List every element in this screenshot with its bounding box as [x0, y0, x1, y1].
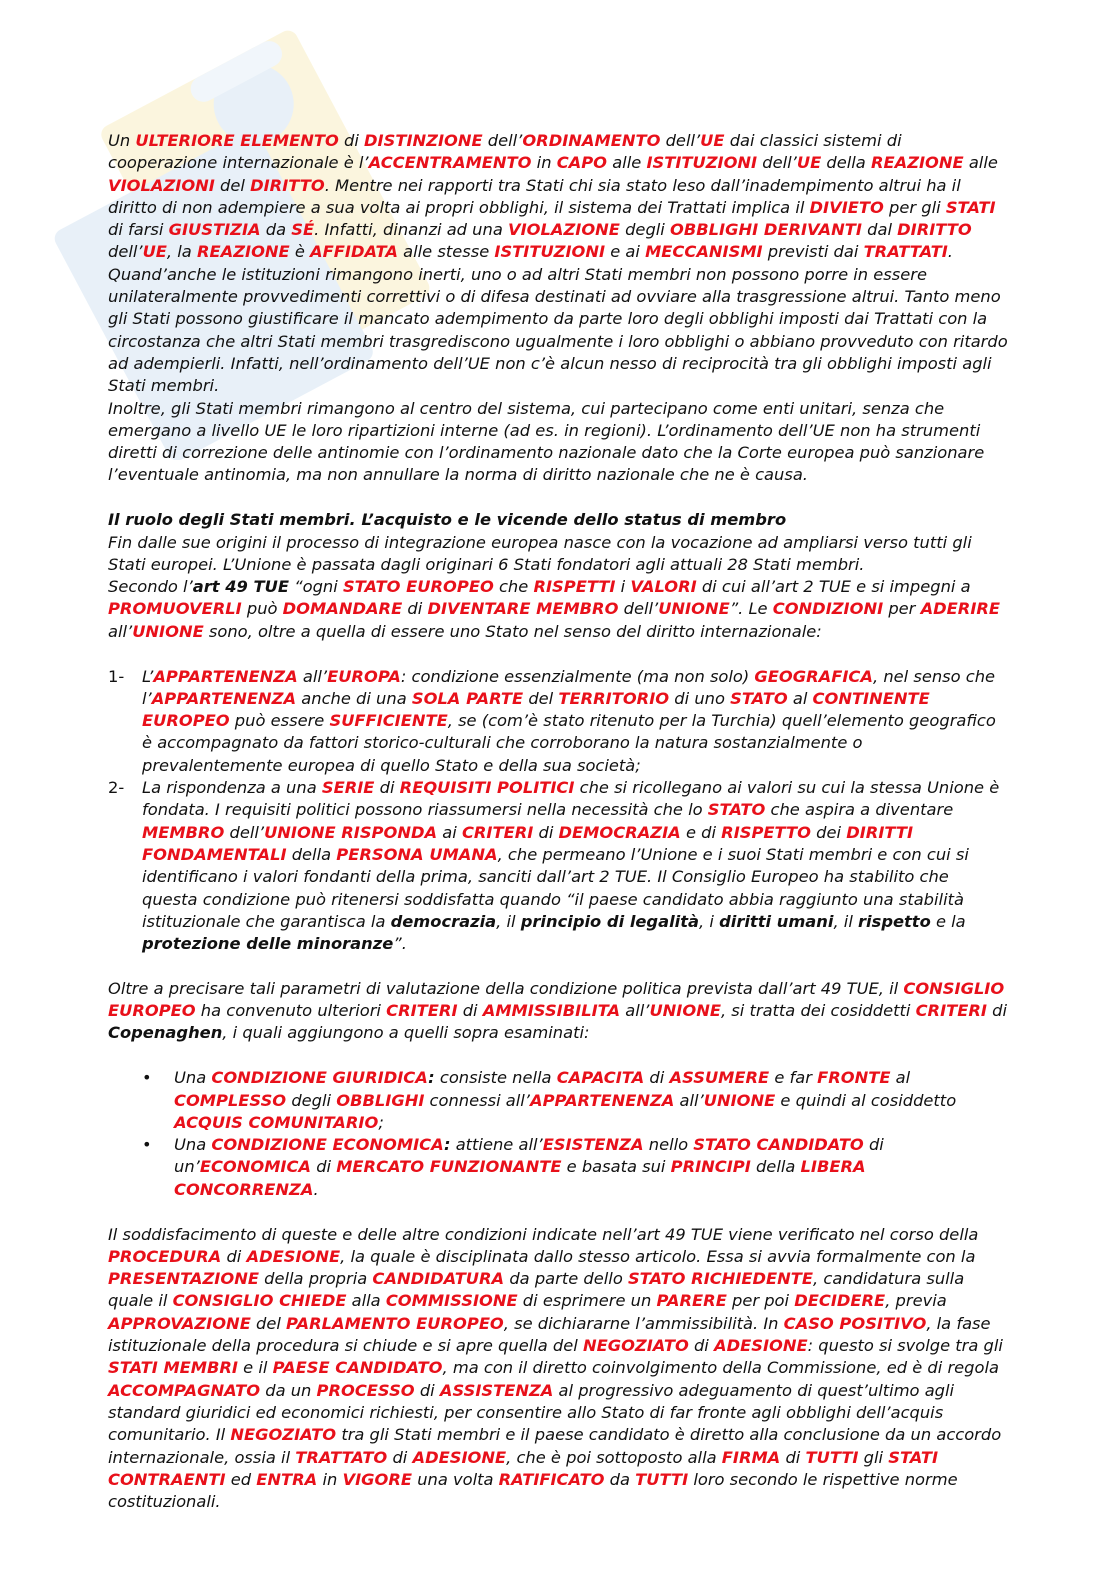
keyword: ASSUMERE [669, 1068, 770, 1088]
text-run: all’ [674, 1090, 704, 1110]
text-run: di [533, 822, 559, 842]
keyword: RISPETTI [533, 577, 616, 597]
keyword: ISTITUZIONI [494, 242, 606, 262]
text-run: Il soddisfacimento di queste e delle altre condizioni indicate nell’art 49 TUE viene verificato nel corso della [108, 1224, 979, 1244]
text-run: di farsi [108, 220, 169, 240]
text-run: ”. Le [729, 599, 773, 619]
text-run: di [414, 1380, 440, 1400]
text-run: L’ [142, 666, 154, 686]
text-run: La rispondenza a una [142, 778, 322, 798]
keyword: NEGOZIATO [230, 1425, 337, 1445]
text-run: ed [225, 1469, 257, 1489]
bold-term: democrazia [390, 911, 497, 931]
text-run: . Quand’anche le istituzioni rimangono inerti, uno o ad altri Stati membri non possono porre in essere unilateralmente provvedimenti correttivi o di difesa destinati ad ovviare alla trasgressione altrui. Tanto meno gli Stati possono giustificare il mancato adempimento da parte loro degli obblighi imposti dai Trattati con la circostanza che altri Stati membri trasgrediscono ugualmente i loro obblighi o abbiano provveduto con ritardo ad adempierli. Infatti, nell’ordinamento dell’UE non c’è alcun nesso di reciprocità tra gli obblighi imposti agli Stati membri. [108, 242, 1008, 396]
keyword: DISTINZIONE [364, 131, 483, 150]
text-run: “ogni [289, 577, 343, 597]
keyword: PARLAMENTO EUROPEO [286, 1313, 504, 1333]
bold-term: rispetto [858, 911, 931, 931]
keyword: TRATTATO [295, 1447, 388, 1467]
keyword: PROMUOVERLI [108, 599, 242, 619]
numbered-list [108, 666, 1008, 956]
keyword: CANDIDATURA [372, 1269, 505, 1289]
text-run: dell’ [660, 131, 701, 150]
text-run: alle [607, 153, 647, 173]
list-item [108, 666, 1008, 777]
text-run: da parte dello [504, 1269, 628, 1289]
keyword: CRITERI [915, 1001, 987, 1021]
text-run: di [311, 1157, 337, 1177]
keyword: CRITERI [461, 822, 534, 842]
text-run: degli [619, 220, 671, 240]
text-run: e quindi al cosiddetto [775, 1090, 957, 1110]
keyword: TRATTATI [863, 242, 948, 262]
keyword: FRONTE [817, 1068, 891, 1088]
text-run: di [402, 599, 428, 619]
text-run: che [493, 577, 534, 597]
text-run: , se (com’è stato ritenuto per la Turchia) quell’elemento geografico è accompagnato da fattori storico-culturali che corroborano la natura sostanzialmente o prevalentemente europea di quello Stato e della sua società; [142, 711, 996, 775]
text-run: della [750, 1157, 801, 1177]
keyword: AFFIDATA [310, 242, 398, 262]
keyword: APPARTENENZA [529, 1090, 675, 1110]
keyword: STATO RICHIEDENTE [627, 1269, 814, 1289]
text-run: Fin dalle sue origini il processo di integrazione europea nasce con la vocazione ad ampliarsi verso tutti gli Stati europei. L’Unione è passata dagli originari 6 Stati fondatori agli attuali 28 Stati membri. [108, 532, 972, 574]
text-run: consiste nella [434, 1068, 557, 1088]
text-run: loro secondo le rispettive norme costituzionali. [108, 1469, 958, 1512]
text-run: di uno [669, 688, 731, 708]
keyword: OBBLIGHI DERIVANTI [670, 220, 862, 240]
keyword: CONTINENTE EUROPEO [142, 688, 930, 731]
text-run: . Infatti, dinanzi ad una [314, 220, 508, 240]
keyword: ORDINAMENTO [522, 131, 661, 150]
text-run: e ai [605, 242, 646, 262]
text-run: alle [963, 153, 998, 173]
text-run: Oltre a precisare tali parametri di valutazione della condizione politica prevista dall’art 49 TUE, il [108, 978, 904, 998]
text-run: può essere [229, 711, 330, 731]
text-run: e far [769, 1068, 818, 1088]
keyword: SÉ [291, 220, 315, 240]
keyword: COMMISSIONE [385, 1291, 518, 1311]
text-run: tra gli Stati membri e il paese candidato è diretto alla conclusione da un accordo internazionale, ossia il [108, 1425, 1002, 1467]
keyword: CONDIZIONE ECONOMICA [211, 1135, 444, 1155]
keyword: CONDIZIONI [772, 599, 884, 619]
keyword: PROCEDURA [108, 1246, 222, 1266]
keyword: STATO EUROPEO [342, 577, 494, 597]
text-run: dal [861, 220, 898, 240]
text-run: ha convenuto ulteriori [195, 1001, 387, 1021]
keyword: UNIONE [703, 1090, 776, 1110]
text-run: al [890, 1068, 911, 1088]
text-run: del [523, 688, 559, 708]
paragraph-copenaghen [108, 978, 1008, 1045]
text-run: , candidatura sulla quale il [108, 1269, 965, 1311]
text-run: , che permeano l’Unione e i suoi Stati membri e con cui si identificano i valori fondanti della prima, sanciti dall’art 2 TUE. Il Consiglio Europeo ha stabilito che questa condizione può ritenersi soddisfatta quando “il paese candidato abbia raggiunto una stabilità istituzionale che garantisca la [142, 844, 969, 931]
text-run: : condizione essenzialmente (ma non solo) [400, 666, 755, 686]
keyword: SUFFICIENTE [329, 711, 448, 731]
keyword: REQUISITI POLITICI [399, 778, 575, 798]
keyword: UE [142, 242, 167, 262]
text-run: al progressivo adeguamento di quest’ultimo agli standard giuridici ed economici richiesti, per consentire allo Stato di far fronte agli obblighi dell’acquis comunitario. Il [108, 1380, 955, 1445]
keyword: CASO POSITIVO [783, 1313, 927, 1333]
keyword: APPROVAZIONE [108, 1313, 251, 1333]
keyword: EUROPA [327, 666, 401, 686]
list-item [108, 1067, 1008, 1134]
text-run: da [604, 1469, 636, 1489]
keyword: COMPLESSO [174, 1090, 287, 1110]
keyword: APPARTENENZA [153, 666, 298, 686]
bold-term: protezione delle minoranze [142, 934, 394, 954]
keyword: VALORI [630, 577, 697, 597]
text-run: in [317, 1469, 343, 1489]
bold-term: diritti umani [719, 911, 834, 931]
text-run: di [457, 1001, 483, 1021]
keyword: ASSISTENZA [439, 1380, 554, 1400]
keyword: GIUSTIZIA [168, 220, 261, 240]
keyword: STATI MEMBRI [108, 1358, 238, 1378]
text-run: , la quale è disciplinata dallo stesso articolo. Essa si avvia formalmente con la [340, 1246, 976, 1266]
text-run: sono, oltre a quella di essere uno Stato nel senso del diritto internazionale: [203, 621, 822, 641]
keyword: PROCESSO [316, 1380, 415, 1400]
keyword: ULTERIORE ELEMENTO [135, 131, 339, 150]
keyword: TERRITORIO [558, 688, 670, 708]
text-run: all’ [620, 1001, 650, 1021]
keyword: ACCENTRAMENTO [368, 153, 532, 173]
keyword: UNIONE [649, 1001, 721, 1021]
text-run: nello [643, 1135, 694, 1155]
document-page [108, 130, 1008, 1513]
text-run: Inoltre, gli Stati membri rimangono al centro del sistema, cui partecipano come enti unitari, senza che emergano a livello UE le loro ripartizioni interne (ad es. in regioni). L’ordinamento dell’UE non ha strumenti diretti di correzione delle antinomie con l’ordinamento nazionale dato che la Corte europea può sanzionare l’eventuale antinomia, ma non annullare la norma di diritto nazionale che ne è causa. [108, 398, 985, 485]
keyword: DIRITTO [897, 220, 972, 240]
keyword: REAZIONE [870, 153, 964, 173]
text-run: di [780, 1447, 806, 1467]
text-run: dell’ [482, 131, 523, 150]
keyword: RISPETTO [721, 822, 811, 842]
keyword: TUTTI [805, 1447, 859, 1467]
keyword: DIRITTI FONDAMENTALI [142, 822, 914, 864]
text-run: di [644, 1068, 670, 1088]
text-run: del [214, 175, 251, 195]
keyword: TUTTI [635, 1469, 689, 1489]
bullet-icon: • [142, 1068, 152, 1088]
list-item-text [174, 1134, 1008, 1201]
text-run: in [531, 153, 557, 173]
paragraph-stati-centro [108, 398, 1008, 487]
text-run: Una [174, 1135, 212, 1155]
text-run: attiene all’ [450, 1135, 543, 1155]
keyword: REAZIONE [196, 242, 290, 262]
text-run: anche di una [296, 688, 412, 708]
keyword: UNIONE RISPONDA [264, 822, 438, 842]
bullet-icon: • [142, 1135, 152, 1155]
bold-term: Copenaghen [108, 1023, 223, 1043]
keyword: STATO [707, 800, 766, 820]
keyword: LIBERA CONCORRENZA [174, 1157, 866, 1199]
text-run: da un [260, 1380, 317, 1400]
text-run: , i quali aggiungono a quelli sopra esaminati: [222, 1023, 590, 1043]
keyword: VIGORE [342, 1469, 413, 1489]
keyword: ADESIONE [714, 1336, 808, 1356]
text-run: , ma con il diretto coinvolgimento della Commissione, ed è di regola [442, 1358, 999, 1378]
keyword: CRITERI [386, 1001, 458, 1021]
keyword: UE [796, 153, 822, 173]
bold-term: principio di legalità [520, 911, 700, 931]
text-run: di cui all’art 2 TUE e si impegni a [696, 577, 971, 597]
keyword: STATI CONTRAENTI [108, 1447, 939, 1489]
text-run: per [883, 599, 921, 619]
keyword: ADESIONE [412, 1447, 507, 1467]
text-run: può [241, 599, 283, 619]
text-run: , il [496, 911, 521, 931]
keyword: DIVIETO [809, 197, 884, 217]
text-run: di [374, 778, 400, 798]
text-run: ; [378, 1112, 384, 1132]
text-run: una volta [412, 1469, 499, 1489]
keyword: DIVENTARE MEMBRO [427, 599, 619, 619]
keyword: DEMOCRAZIA [558, 822, 681, 842]
keyword: PRINCIPI [670, 1157, 751, 1177]
text-run: , il [833, 911, 859, 931]
keyword: CONSIGLIO CHIEDE [172, 1291, 347, 1311]
keyword: CONSIGLIO EUROPEO [108, 978, 1005, 1021]
keyword: ENTRA [256, 1469, 318, 1489]
keyword: DOMANDARE [282, 599, 403, 619]
keyword: MECCANISMI [645, 242, 763, 262]
text-run: , la [166, 242, 197, 262]
text-run: , che è poi sottoposto alla [506, 1447, 722, 1467]
text-run: , se dichiararne l’ammissibilità. In [503, 1313, 784, 1333]
text-run: Un [108, 131, 136, 150]
text-run: , i [699, 911, 720, 931]
bold-term: : [428, 1068, 435, 1088]
text-run: alla [346, 1291, 386, 1311]
text-run: di [986, 1001, 1008, 1021]
list-item-text [142, 777, 1008, 955]
text-run: all’ [297, 666, 328, 686]
text-run: per poi [726, 1291, 795, 1311]
keyword: ADESIONE [246, 1246, 341, 1266]
keyword: UNIONE [658, 599, 730, 619]
section-heading: Il ruolo degli Stati membri. L’acquisto e le vicende dello status di membro [108, 510, 787, 530]
text-run: di un’ [174, 1135, 884, 1177]
text-run: e basata sui [561, 1157, 671, 1177]
keyword: PRESENTAZIONE [108, 1269, 259, 1289]
text-run: di [688, 1336, 715, 1356]
list-number: 2- [108, 778, 125, 798]
text-run: della [286, 844, 337, 864]
keyword: PAESE CANDIDATO [272, 1358, 443, 1378]
text-run: dai classici sistemi di cooperazione internazionale è l’ [108, 131, 902, 173]
keyword: ADERIRE [920, 599, 1001, 619]
keyword: STATO CANDIDATO [693, 1135, 864, 1155]
keyword: GEOGRAFICA [754, 666, 873, 686]
keyword: CONDIZIONE GIURIDICA [211, 1068, 429, 1088]
keyword: PARERE [656, 1291, 727, 1311]
keyword: PERSONA UMANA [336, 844, 498, 864]
keyword: ESISTENZA [542, 1135, 644, 1155]
keyword: AMMISSIBILITA [482, 1001, 621, 1021]
keyword: DIRITTO [250, 175, 325, 195]
bold-term: art 49 TUE [192, 577, 290, 597]
list-item [108, 777, 1008, 955]
keyword: ISTITUZIONI [646, 153, 758, 173]
text-run: del [250, 1313, 287, 1333]
keyword: UE [700, 131, 725, 150]
text-run: degli [286, 1090, 337, 1110]
text-run: e il [237, 1358, 273, 1378]
keyword: VIOLAZIONE [507, 220, 620, 240]
keyword: SOLA PARTE [411, 688, 524, 708]
keyword: RATIFICATO [498, 1469, 605, 1489]
list-item-text [174, 1067, 1008, 1134]
keyword: DECIDERE [794, 1291, 886, 1311]
text-run: da [260, 220, 292, 240]
paragraph-accentramento [108, 130, 1008, 398]
keyword: FIRMA [721, 1447, 781, 1467]
text-run: , previa [885, 1291, 947, 1311]
keyword: ECONOMICA [199, 1157, 312, 1177]
text-run: dei [810, 822, 847, 842]
keyword: VIOLAZIONI [108, 175, 215, 195]
text-run: ai [437, 822, 462, 842]
text-run: i [615, 577, 631, 597]
text-run: della [821, 153, 871, 173]
keyword: UNIONE [132, 621, 204, 641]
text-run: ”. [393, 934, 407, 954]
list-item [108, 1134, 1008, 1201]
keyword: STATI [945, 197, 996, 217]
text-run: per gli [883, 197, 946, 217]
list-number: 1- [108, 666, 125, 686]
text-run: di [387, 1447, 413, 1467]
keyword: MEMBRO [142, 822, 225, 842]
keyword: CAPACITA [556, 1068, 645, 1088]
keyword: NEGOZIATO [582, 1336, 689, 1356]
text-run: gli [858, 1447, 889, 1467]
text-run: previsti dai [762, 242, 864, 262]
paragraph-origini [108, 532, 1008, 577]
text-run: , nel senso che l’ [142, 666, 996, 708]
keyword: CAPO [556, 153, 608, 173]
text-run: all’ [108, 621, 133, 641]
paragraph-procedura [108, 1224, 1008, 1514]
keyword: SERIE [321, 778, 375, 798]
text-run: Una [174, 1068, 212, 1088]
text-run: . [313, 1179, 319, 1199]
paragraph-art49 [108, 576, 1008, 643]
keyword: MERCATO FUNZIONANTE [336, 1157, 562, 1177]
text-run: dell’ [618, 599, 659, 619]
text-run: . Mentre nei rapporti tra Stati chi sia stato leso dall’inadempimento altrui ha il diritto di non adempiere a sua volta ai propri obblighi, il sistema dei Trattati implica il [108, 175, 961, 217]
text-run: è [289, 242, 311, 262]
text-run: della propria [258, 1269, 373, 1289]
text-run: e di [680, 822, 722, 842]
keyword: ACQUIS COMUNITARIO [174, 1112, 379, 1132]
list-item-text [142, 666, 1008, 777]
keyword: OBBLIGHI [336, 1090, 425, 1110]
text-run: connessi all’ [424, 1090, 530, 1110]
keyword: STATO [730, 688, 788, 708]
keyword: APPARTENENZA [151, 688, 297, 708]
text-run: e la [930, 911, 966, 931]
keyword: ACCOMPAGNATO [108, 1380, 261, 1400]
text-run: dell’ [224, 822, 265, 842]
bullet-list [108, 1067, 1008, 1201]
text-run: , la fase istituzionale della procedura si chiude e si apre quella del [108, 1313, 991, 1356]
text-run: al [787, 688, 813, 708]
text-run: di [221, 1246, 247, 1266]
text-run: che aspira a diventare [765, 800, 954, 820]
text-run: , si tratta dei cosiddetti [720, 1001, 916, 1021]
text-run: che si ricollegano ai valori su cui la stessa Unione è fondata. I requisiti politici possono riassumersi nella necessità che lo [142, 778, 1000, 820]
text-run: dell’ [757, 153, 797, 173]
text-run: alle stesse [397, 242, 495, 262]
bold-term: : [444, 1135, 451, 1155]
text-run: Secondo l’ [108, 577, 193, 597]
text-run: dell’ [108, 242, 143, 262]
text-run: di esprimere un [517, 1291, 657, 1311]
text-run: di [338, 131, 365, 150]
text-run: : questo si svolge tra gli [807, 1336, 1003, 1356]
